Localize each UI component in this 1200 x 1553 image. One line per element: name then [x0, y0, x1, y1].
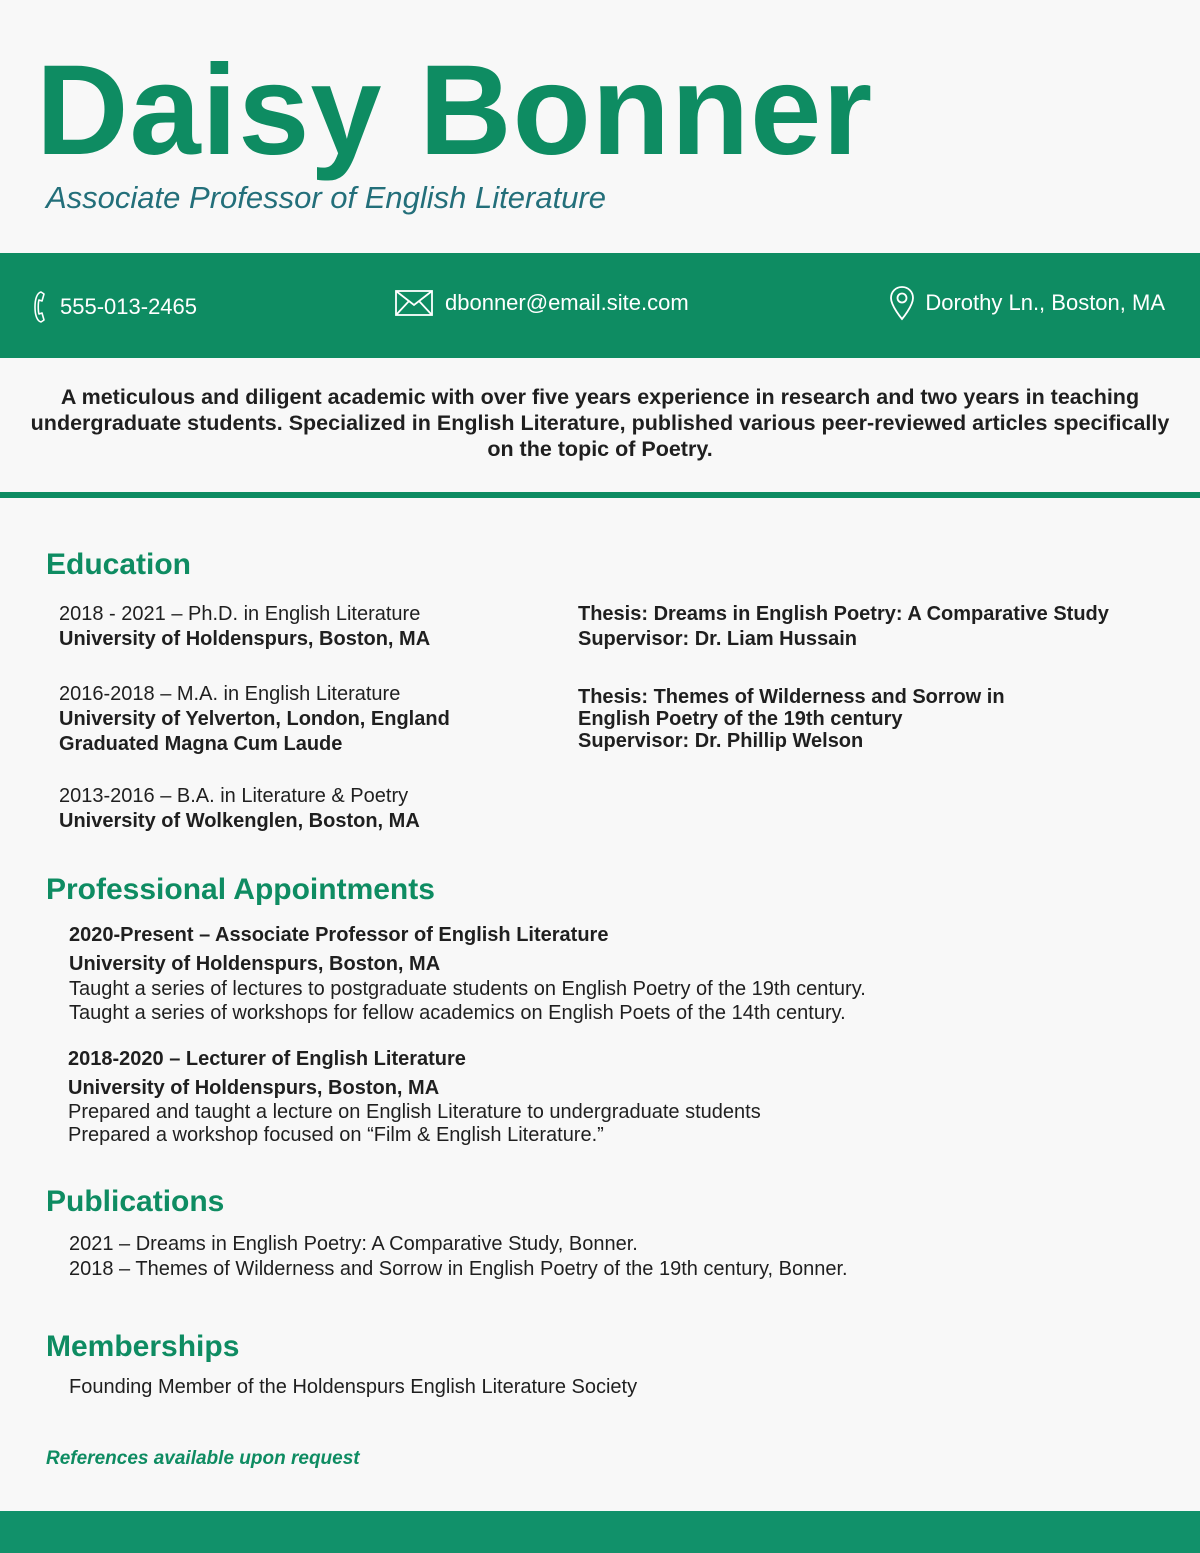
appointment-desc: Taught a series of lectures to postgraduate students on English Poetry of the 19th century. — [69, 978, 866, 1000]
thesis-phd — [578, 602, 1109, 652]
location-text: Dorothy Ln., Boston, MA — [925, 290, 1165, 315]
education-item-ba — [59, 784, 420, 834]
envelope-icon — [395, 290, 445, 316]
appointment-desc: Prepared a workshop focused on “Film & English Literature.” — [68, 1124, 604, 1146]
contact-bar — [0, 253, 1200, 358]
education-degree: 2016-2018 – M.A. in English Literature — [59, 683, 401, 705]
education-heading: Education — [46, 548, 192, 581]
publications-list — [69, 1232, 848, 1282]
appointment-desc: Taught a series of workshops for fellow academics on English Poets of the 14th century. — [69, 1002, 846, 1024]
professional-summary: A meticulous and diligent academic with over five years experience in research and two years in teaching undergraduate students. Specialized in English Literature, published various peer-reviewed articles specifically on the topic of Poetry. — [30, 385, 1170, 461]
education-item-phd — [59, 602, 430, 652]
thesis-supervisor: Supervisor: Dr. Phillip Welson — [578, 730, 864, 752]
email-address: dbonner@email.site.com — [445, 290, 689, 315]
map-pin-icon — [889, 285, 925, 321]
section-divider — [0, 492, 1200, 498]
appointment-desc: Prepared and taught a lecture on English Literature to undergraduate students — [68, 1101, 761, 1123]
candidate-name: Daisy Bonner — [36, 39, 874, 182]
appointments-heading: Professional Appointments — [46, 873, 435, 906]
education-item-ma — [59, 682, 450, 757]
thesis-supervisor: Supervisor: Dr. Liam Hussain — [578, 628, 857, 650]
membership-item: Founding Member of the Holdenspurs English Literature Society — [69, 1376, 638, 1398]
contact-phone[interactable] — [34, 289, 197, 325]
publication-item: 2018 – Themes of Wilderness and Sorrow in English Poetry of the 19th century, Bonner. — [69, 1258, 848, 1280]
appointment-org: University of Holdenspurs, Boston, MA — [68, 1077, 440, 1099]
thesis-title-line1: Thesis: Themes of Wilderness and Sorrow in — [578, 686, 1005, 708]
memberships-heading: Memberships — [46, 1330, 240, 1363]
appointment-item — [69, 922, 866, 1025]
contact-location[interactable] — [889, 285, 1165, 321]
education-school: University of Yelverton, London, England — [59, 708, 450, 730]
publications-heading: Publications — [46, 1185, 225, 1218]
education-degree: 2018 - 2021 – Ph.D. in English Literature — [59, 603, 421, 625]
appointment-item — [68, 1046, 761, 1147]
education-school: University of Wolkenglen, Boston, MA — [59, 810, 420, 832]
education-honors: Graduated Magna Cum Laude — [59, 733, 343, 755]
publication-item: 2021 – Dreams in English Poetry: A Comparative Study, Bonner. — [69, 1233, 638, 1255]
thesis-ma — [578, 686, 1005, 752]
phone-number: 555-013-2465 — [60, 294, 198, 319]
contact-email[interactable] — [395, 285, 689, 321]
footer-bar — [0, 1511, 1200, 1553]
education-school: University of Holdenspurs, Boston, MA — [59, 628, 431, 650]
appointment-org: University of Holdenspurs, Boston, MA — [69, 953, 441, 975]
job-title: Associate Professor of English Literature — [46, 180, 606, 215]
appointment-title: 2018-2020 – Lecturer of English Literature — [68, 1048, 466, 1070]
appointment-title: 2020-Present – Associate Professor of English Literature — [69, 924, 609, 946]
thesis-title-line2: English Poetry of the 19th century — [578, 708, 903, 730]
thesis-title: Thesis: Dreams in English Poetry: A Comparative Study — [578, 603, 1109, 625]
references-note: References available upon request — [46, 1448, 360, 1469]
education-degree: 2013-2016 – B.A. in Literature & Poetry — [59, 785, 409, 807]
phone-icon — [34, 290, 60, 324]
